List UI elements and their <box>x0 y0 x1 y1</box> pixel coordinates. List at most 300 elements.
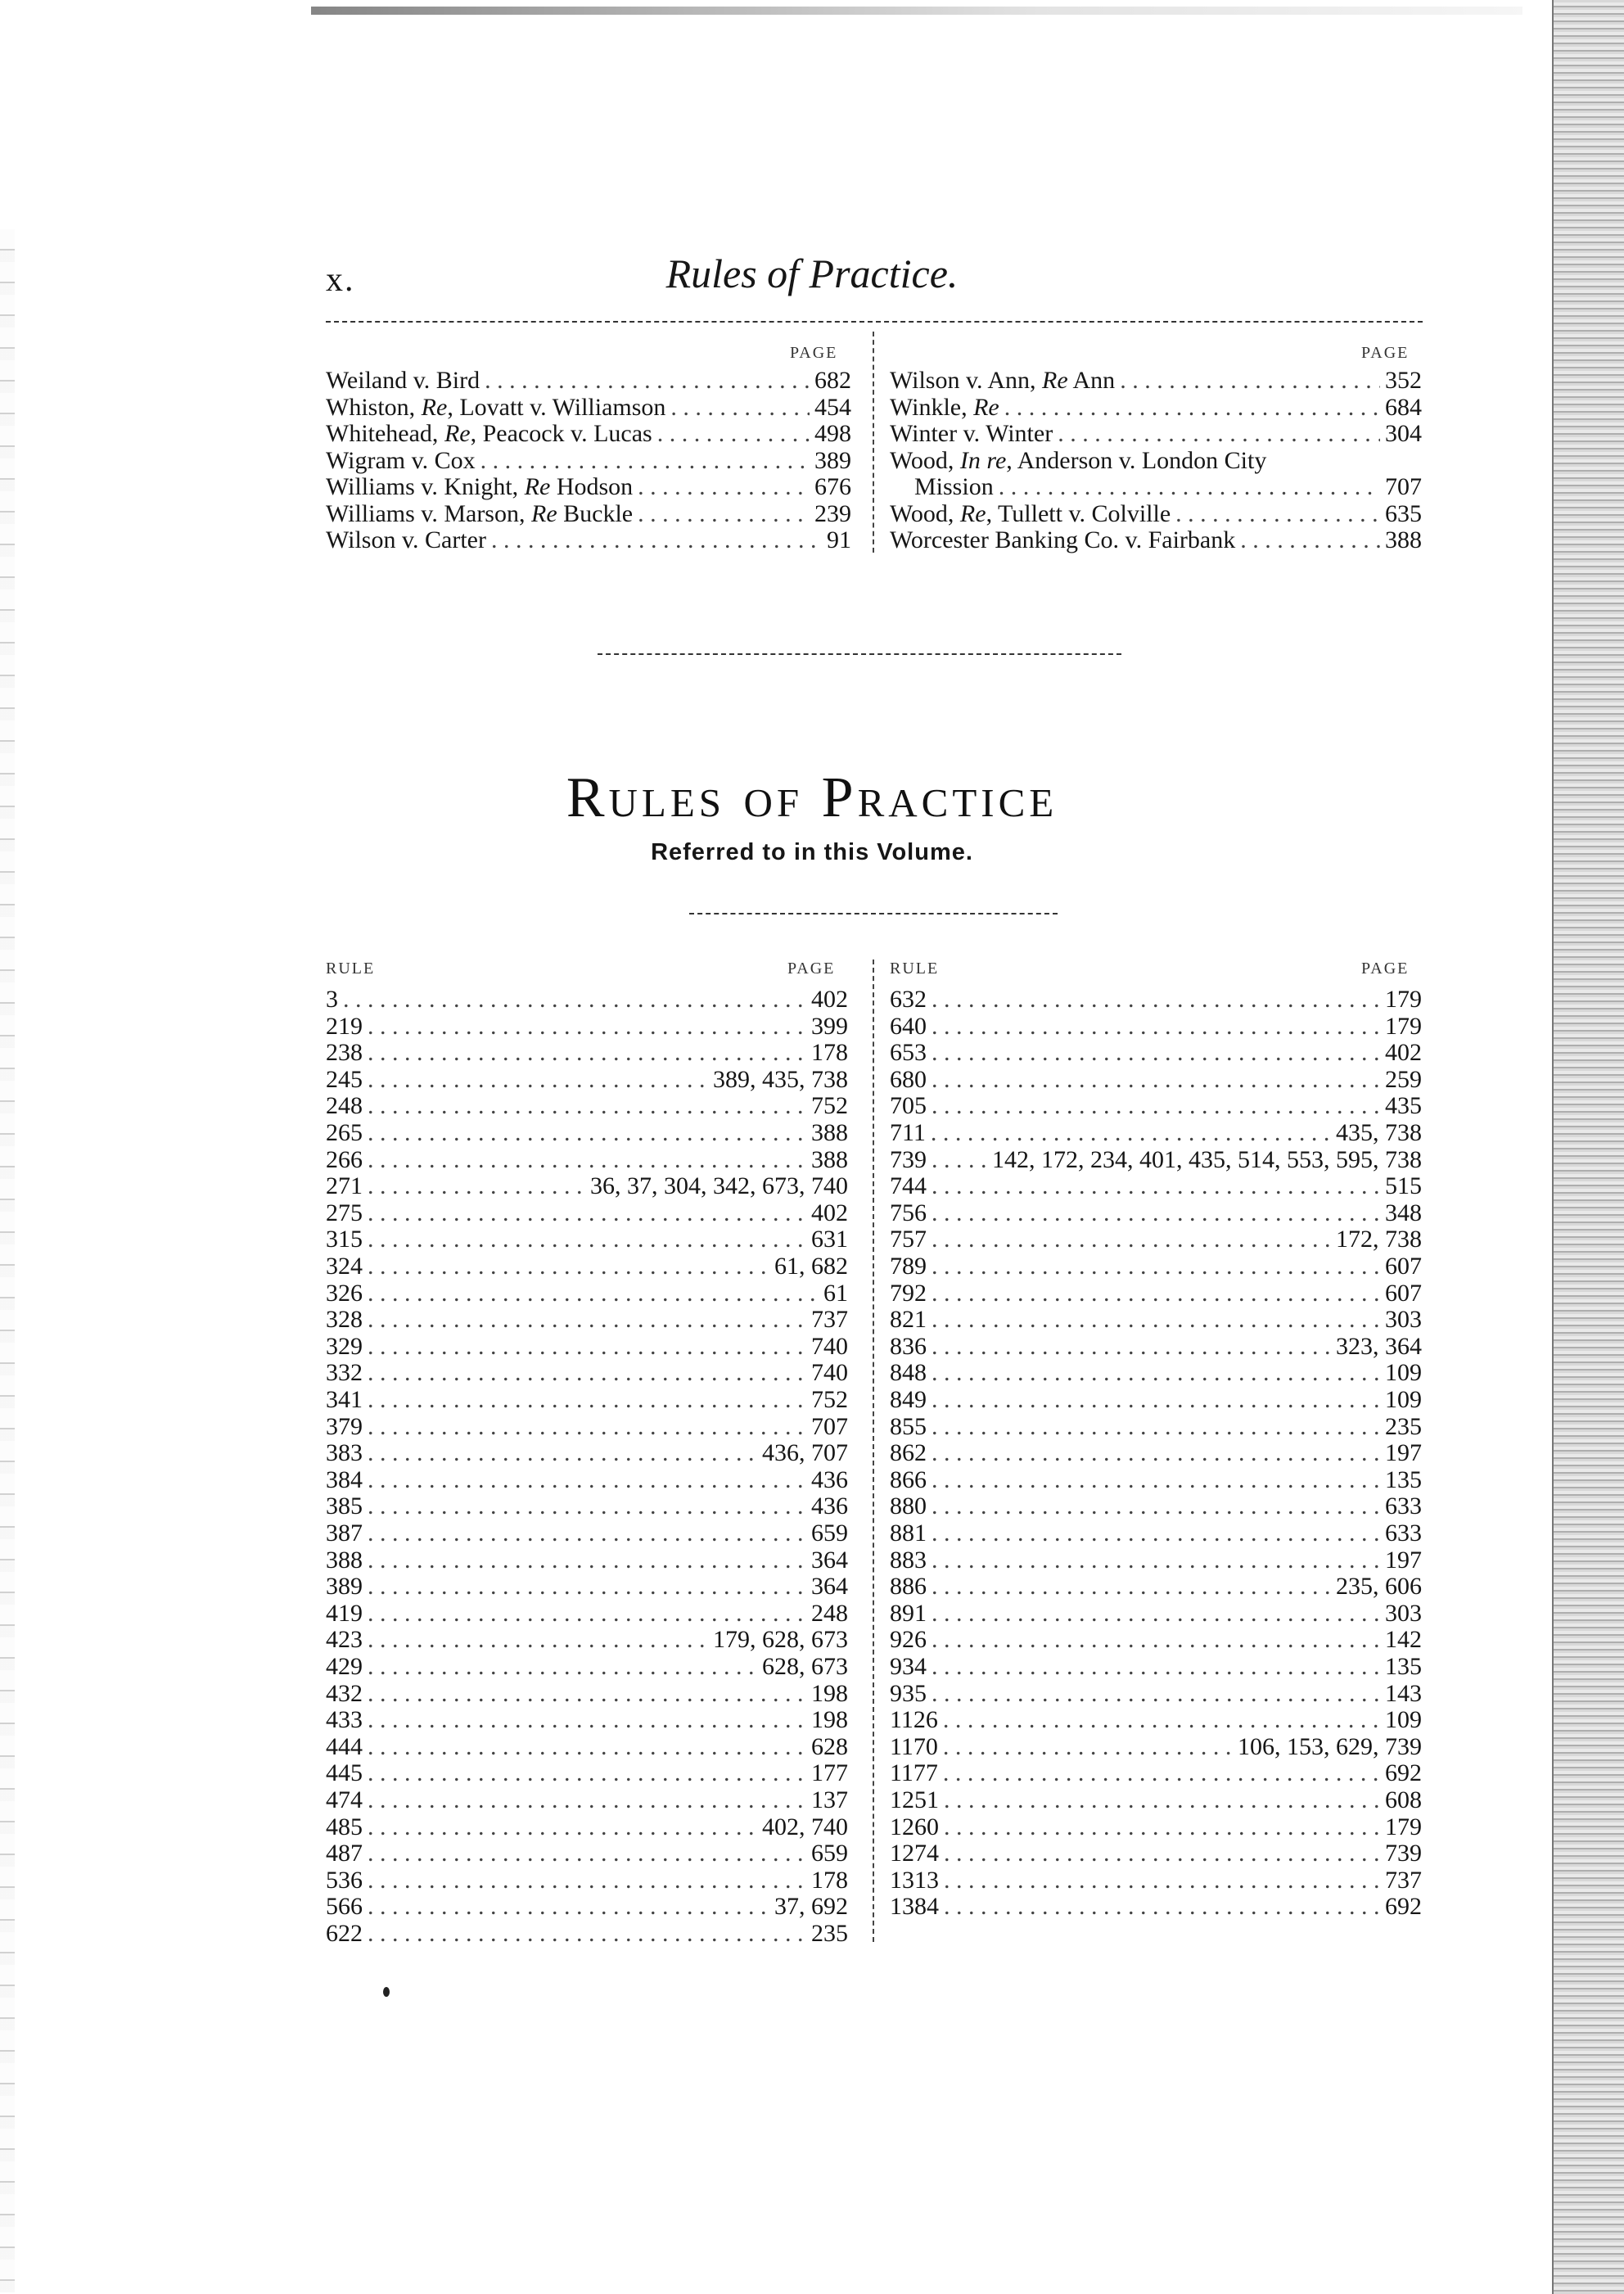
leader-dots <box>932 1521 1380 1546</box>
rule-number: 862 <box>890 1439 927 1467</box>
rule-row <box>326 1574 848 1599</box>
rule-row <box>890 1548 1422 1573</box>
rule-row <box>890 1041 1422 1065</box>
leader-dots <box>932 1307 1380 1332</box>
leader-dots <box>932 1655 1380 1679</box>
page-ref: 179 <box>1385 1012 1422 1040</box>
section-divider <box>598 653 1121 655</box>
case-entry <box>890 528 1422 553</box>
case-name: Wood, Re, Tullett v. Colville <box>890 499 1171 527</box>
page-ref: 692 <box>1385 1759 1422 1787</box>
leader-dots <box>932 1148 987 1172</box>
rule-number: 848 <box>890 1359 927 1387</box>
leader-dots <box>932 1174 1380 1199</box>
page-ref: 177 <box>811 1759 848 1787</box>
rule-row <box>890 1307 1422 1332</box>
leader-dots <box>944 1815 1380 1840</box>
page-ref: 303 <box>1385 1306 1422 1334</box>
ink-speck <box>383 1987 390 1997</box>
rule-number: 219 <box>326 1012 363 1040</box>
rule-row <box>890 1014 1422 1039</box>
case-entry: Wood, In re, Anderson v. London City <box>890 446 1267 474</box>
rules-column-divider <box>873 960 874 1942</box>
rule-number: 935 <box>890 1679 927 1707</box>
page-ref: 633 <box>1385 1492 1422 1520</box>
page-ref: 608 <box>1385 1786 1422 1813</box>
running-head: Rules of Practice. <box>665 251 959 296</box>
case-right-page-header: PAGE <box>1361 344 1410 362</box>
rule-row <box>890 1065 1422 1093</box>
rule-number: 934 <box>890 1653 927 1680</box>
case-name: Williams v. Marson, Re Buckle <box>326 499 634 527</box>
rule-row <box>326 1628 848 1652</box>
rule-number: 324 <box>326 1253 363 1280</box>
rule-row <box>890 1732 1422 1760</box>
page-ref: 389, 435, 738 <box>713 1065 848 1093</box>
page-ref: 635 <box>1385 499 1422 527</box>
rule-number: 383 <box>326 1439 363 1467</box>
rule-row <box>890 1521 1422 1546</box>
leader-dots <box>932 1682 1380 1706</box>
page-ref: 752 <box>811 1386 848 1413</box>
page-ref: 364 <box>811 1573 848 1601</box>
page-ref: 109 <box>1385 1359 1422 1387</box>
page-ref: 348 <box>1385 1199 1422 1226</box>
page-ref: 235 <box>811 1920 848 1947</box>
rule-number: 444 <box>326 1732 363 1760</box>
leader-dots <box>485 368 810 393</box>
leader-dots <box>368 1227 806 1252</box>
rule-number: 332 <box>326 1359 363 1387</box>
leader-dots <box>368 1254 769 1279</box>
case-name: Winter v. Winter <box>890 420 1053 447</box>
rule-row <box>890 987 1422 1012</box>
rule-number: 1170 <box>890 1732 938 1760</box>
page-ref: 109 <box>1385 1706 1422 1734</box>
rules-left-page-header: PAGE <box>787 960 836 978</box>
case-name: Wilson v. Carter <box>326 526 486 553</box>
section-subtitle: Referred to in this Volume. <box>651 839 973 865</box>
page-ref: 707 <box>811 1412 848 1440</box>
page-ref: 352 <box>1385 367 1422 394</box>
leader-dots <box>943 1761 1380 1786</box>
page-ref: 659 <box>811 1520 848 1547</box>
case-entry <box>890 499 1422 527</box>
rule-number: 326 <box>326 1279 363 1307</box>
rule-row <box>326 1601 848 1626</box>
leader-dots <box>1058 422 1380 446</box>
rule-row <box>890 1761 1422 1786</box>
leader-dots <box>368 1307 806 1332</box>
case-name: Wigram v. Cox <box>326 446 476 474</box>
page-ref: 436 <box>811 1465 848 1493</box>
rule-number: 265 <box>326 1119 363 1146</box>
rule-row <box>890 1121 1422 1145</box>
rule-number: 881 <box>890 1520 927 1547</box>
rule-row <box>890 1601 1422 1626</box>
leader-dots <box>368 1761 806 1786</box>
leader-dots <box>932 1014 1380 1039</box>
leader-dots <box>932 1201 1380 1226</box>
rule-number: 711 <box>890 1119 926 1146</box>
page-ref: 402 <box>811 1199 848 1226</box>
case-name: Winkle, Re <box>890 393 999 421</box>
rules-right-rule-header: RULE <box>890 960 940 978</box>
leader-dots <box>943 1735 1233 1759</box>
rule-row <box>890 1868 1422 1893</box>
page-ref: 142, 172, 234, 401, 435, 514, 553, 595, 738 <box>992 1145 1422 1173</box>
rule-number: 1260 <box>890 1813 939 1840</box>
rule-number: 1251 <box>890 1786 939 1813</box>
page-ref: 364 <box>811 1546 848 1574</box>
rule-row <box>326 1655 848 1679</box>
page-ref: 436, 707 <box>762 1439 848 1467</box>
leader-dots <box>368 1201 806 1226</box>
page-ref: 143 <box>1385 1679 1422 1707</box>
rule-row <box>326 987 848 1012</box>
rule-number: 849 <box>890 1386 927 1413</box>
leader-dots <box>932 1281 1380 1306</box>
rule-number: 1384 <box>890 1893 939 1921</box>
page-ref: 628, 673 <box>762 1653 848 1680</box>
rule-row <box>326 1412 848 1440</box>
rule-number: 883 <box>890 1546 927 1574</box>
rule-number: 640 <box>890 1012 927 1040</box>
page-ref: 740 <box>811 1332 848 1360</box>
rules-right-page-header: PAGE <box>1361 960 1410 978</box>
leader-dots <box>368 1921 806 1946</box>
case-name: Worcester Banking Co. v. Fairbank <box>890 526 1236 553</box>
leader-dots <box>943 1708 1380 1732</box>
page-ref: 248 <box>811 1599 848 1627</box>
rule-row <box>890 1655 1422 1679</box>
page-ref: 399 <box>811 1012 848 1040</box>
leader-dots <box>368 1841 806 1866</box>
page-ref: 435, 738 <box>1336 1119 1422 1146</box>
rule-row <box>326 1708 848 1732</box>
leader-dots <box>368 1494 806 1519</box>
leader-dots <box>932 1334 1331 1359</box>
leader-dots <box>368 1441 757 1465</box>
leader-dots <box>368 1281 819 1306</box>
rule-number: 329 <box>326 1332 363 1360</box>
rule-row <box>890 1412 1422 1440</box>
leader-dots <box>657 422 810 446</box>
page-ref: 737 <box>811 1306 848 1334</box>
rule-row <box>326 1041 848 1065</box>
leader-dots <box>932 1548 1380 1573</box>
rule-number: 423 <box>326 1626 363 1654</box>
rule-row <box>326 1281 848 1306</box>
rule-row <box>326 1174 848 1199</box>
rule-number: 385 <box>326 1492 363 1520</box>
page-ref: 135 <box>1385 1465 1422 1493</box>
leader-dots <box>932 1361 1380 1385</box>
rule-number: 485 <box>326 1813 363 1840</box>
case-entry <box>890 368 1422 393</box>
leader-dots <box>368 1601 806 1626</box>
page-ref: 707 <box>1385 473 1422 500</box>
case-entry <box>890 395 1422 420</box>
page-ref: 197 <box>1385 1439 1422 1467</box>
leader-dots <box>932 1068 1380 1092</box>
leader-dots <box>480 449 810 473</box>
rule-number: 271 <box>326 1172 363 1200</box>
rule-number: 389 <box>326 1573 363 1601</box>
rule-number: 821 <box>890 1306 927 1334</box>
rule-number: 3 <box>326 986 338 1013</box>
page-ref: 631 <box>811 1226 848 1253</box>
page-ref: 37, 692 <box>774 1893 848 1921</box>
rule-number: 328 <box>326 1306 363 1334</box>
rule-number: 1126 <box>890 1706 938 1734</box>
section-title: Rules of Practice <box>566 766 1058 829</box>
leader-dots <box>368 1468 806 1492</box>
leader-dots <box>932 1601 1380 1626</box>
leader-dots <box>1120 368 1380 393</box>
case-entry <box>326 395 851 420</box>
rule-number: 680 <box>890 1065 927 1093</box>
rule-number: 429 <box>326 1653 363 1680</box>
rule-row <box>326 1841 848 1866</box>
leader-dots <box>368 1735 806 1759</box>
rules-left-rule-header: RULE <box>326 960 376 978</box>
leader-dots <box>944 1868 1380 1893</box>
subtitle-rule <box>689 913 1058 914</box>
rule-number: 739 <box>890 1145 927 1173</box>
rule-number: 238 <box>326 1039 363 1067</box>
rule-number: 880 <box>890 1492 927 1520</box>
leader-dots <box>368 1868 806 1893</box>
page-ref: 402 <box>1385 1039 1422 1067</box>
leader-dots <box>368 1548 806 1573</box>
rule-row <box>890 1841 1422 1866</box>
rule-row <box>326 1465 848 1493</box>
leader-dots <box>368 1388 806 1412</box>
page-ref: 676 <box>814 473 851 500</box>
case-name: Mission <box>914 473 994 500</box>
rule-number: 744 <box>890 1172 927 1200</box>
leader-dots <box>368 1655 757 1679</box>
leader-dots <box>368 1014 806 1039</box>
rule-row <box>326 1788 848 1813</box>
leader-dots <box>932 1415 1380 1439</box>
rule-number: 926 <box>890 1626 927 1654</box>
rule-row <box>890 1465 1422 1493</box>
leader-dots <box>368 1174 585 1199</box>
page-ref: 61 <box>823 1279 848 1307</box>
rule-number: 622 <box>326 1920 363 1947</box>
rule-number: 855 <box>890 1412 927 1440</box>
leader-dots <box>932 1441 1380 1465</box>
page-ref: 454 <box>814 393 851 421</box>
rule-row <box>890 1227 1422 1252</box>
rule-number: 891 <box>890 1599 927 1627</box>
rule-row <box>326 1815 848 1840</box>
leader-dots <box>932 1388 1380 1412</box>
case-entry-continuation <box>914 475 1422 499</box>
page-ref: 389 <box>814 446 851 474</box>
rule-row <box>326 1761 848 1786</box>
rule-row <box>890 1494 1422 1519</box>
leader-dots <box>670 395 810 420</box>
rule-row <box>890 1441 1422 1465</box>
leader-dots <box>368 1521 806 1546</box>
leader-dots <box>343 987 806 1012</box>
page-ref: 740 <box>811 1359 848 1387</box>
leader-dots <box>368 1415 806 1439</box>
scan-top-edge <box>311 7 1522 15</box>
rule-row <box>326 1679 848 1707</box>
rule-row <box>326 1894 848 1919</box>
rule-row <box>890 1254 1422 1279</box>
leader-dots <box>368 1788 806 1813</box>
page-ref: 628 <box>811 1732 848 1760</box>
case-name: Whitehead, Re, Peacock v. Lucas <box>326 420 652 447</box>
rule-row <box>326 1921 848 1946</box>
page-ref: 61, 682 <box>774 1253 848 1280</box>
leader-dots <box>638 502 810 526</box>
leader-dots <box>932 1041 1380 1065</box>
page-number: x. <box>326 261 355 299</box>
rule-number: 1177 <box>890 1759 938 1787</box>
rule-number: 445 <box>326 1759 363 1787</box>
leader-dots <box>1175 502 1380 526</box>
rule-number: 536 <box>326 1866 363 1894</box>
leader-dots <box>944 1894 1380 1919</box>
page-ref: 91 <box>827 526 851 553</box>
rule-number: 419 <box>326 1599 363 1627</box>
page-ref: 178 <box>811 1039 848 1067</box>
rule-row <box>890 1628 1422 1652</box>
case-name: Weiland v. Bird <box>326 367 480 394</box>
page-ref: 402 <box>811 986 848 1013</box>
leader-dots <box>368 1682 806 1706</box>
leader-dots <box>944 1788 1380 1813</box>
rule-row <box>326 1494 848 1519</box>
rule-row <box>326 1868 848 1893</box>
rule-row <box>326 1065 848 1093</box>
rule-number: 1274 <box>890 1840 939 1867</box>
rule-row <box>890 1574 1422 1599</box>
page-ref: 142 <box>1385 1626 1422 1654</box>
rule-number: 266 <box>326 1145 363 1173</box>
case-name: Wilson v. Ann, Re Ann <box>890 367 1116 394</box>
leader-dots <box>368 1041 806 1065</box>
leader-dots <box>1240 528 1380 553</box>
case-entry <box>326 446 851 474</box>
leader-dots <box>932 1227 1331 1252</box>
page-ref: 303 <box>1385 1599 1422 1627</box>
rule-number: 245 <box>326 1065 363 1093</box>
case-column-divider <box>873 332 874 553</box>
leader-dots <box>932 1494 1380 1519</box>
leader-dots <box>491 528 822 553</box>
case-entry <box>326 499 851 527</box>
page-ref: 659 <box>811 1840 848 1867</box>
case-entry <box>326 368 851 393</box>
page-ref: 739 <box>1385 1840 1422 1867</box>
leader-dots <box>368 1334 806 1359</box>
page-ref: 198 <box>811 1706 848 1734</box>
leader-dots <box>932 1254 1380 1279</box>
rule-number: 632 <box>890 986 927 1013</box>
page-ref: 109 <box>1385 1386 1422 1413</box>
rule-row <box>890 1708 1422 1732</box>
rule-row <box>890 1894 1422 1919</box>
rule-row <box>890 1094 1422 1118</box>
rule-number: 1313 <box>890 1866 939 1894</box>
rule-number: 432 <box>326 1679 363 1707</box>
rule-number: 886 <box>890 1573 927 1601</box>
leader-dots <box>368 1121 806 1145</box>
leader-dots <box>932 1094 1380 1118</box>
rule-number: 789 <box>890 1253 927 1280</box>
page-ref: 388 <box>811 1145 848 1173</box>
rule-number: 792 <box>890 1279 927 1307</box>
case-left-page-header: PAGE <box>790 344 838 362</box>
rule-row <box>890 1361 1422 1385</box>
leader-dots <box>944 1841 1380 1866</box>
rule-number: 653 <box>890 1039 927 1067</box>
rule-row <box>890 1281 1422 1306</box>
page-ref: 304 <box>1385 420 1422 447</box>
page-ref: 402, 740 <box>762 1813 848 1840</box>
case-entry <box>326 422 851 446</box>
page-ref: 682 <box>814 367 851 394</box>
page-ref: 435 <box>1385 1092 1422 1120</box>
rule-row <box>326 1201 848 1226</box>
rule-row <box>890 1334 1422 1359</box>
leader-dots <box>638 475 810 499</box>
leader-dots <box>932 1574 1331 1599</box>
page-ref: 197 <box>1385 1546 1422 1574</box>
head-rule <box>326 321 1423 323</box>
rule-number: 275 <box>326 1199 363 1226</box>
rule-number: 248 <box>326 1092 363 1120</box>
page-ref: 135 <box>1385 1653 1422 1680</box>
rule-row <box>890 1174 1422 1199</box>
leader-dots <box>368 1628 708 1652</box>
rule-number: 384 <box>326 1465 363 1493</box>
rule-number: 341 <box>326 1386 363 1413</box>
rule-number: 756 <box>890 1199 927 1226</box>
page-ref: 684 <box>1385 393 1422 421</box>
page-ref: 388 <box>1385 526 1422 553</box>
page-ref: 607 <box>1385 1279 1422 1307</box>
leader-dots <box>1004 395 1380 420</box>
page-ref: 737 <box>1385 1866 1422 1894</box>
page-ref: 259 <box>1385 1065 1422 1093</box>
page-ref: 436 <box>811 1492 848 1520</box>
case-entry <box>326 475 851 499</box>
page-ref: 633 <box>1385 1520 1422 1547</box>
rule-row <box>326 1441 848 1465</box>
rule-number: 836 <box>890 1332 927 1360</box>
page-ref: 498 <box>814 420 851 447</box>
rule-row <box>890 1145 1422 1173</box>
rule-row <box>326 1732 848 1760</box>
rule-row <box>890 1788 1422 1813</box>
leader-dots <box>368 1068 708 1092</box>
scan-binding-edge <box>1552 0 1624 2294</box>
rule-row <box>326 1094 848 1118</box>
rule-row <box>326 1014 848 1039</box>
rule-row <box>326 1548 848 1573</box>
rule-row <box>326 1361 848 1385</box>
rule-row <box>326 1307 848 1332</box>
rule-number: 387 <box>326 1520 363 1547</box>
